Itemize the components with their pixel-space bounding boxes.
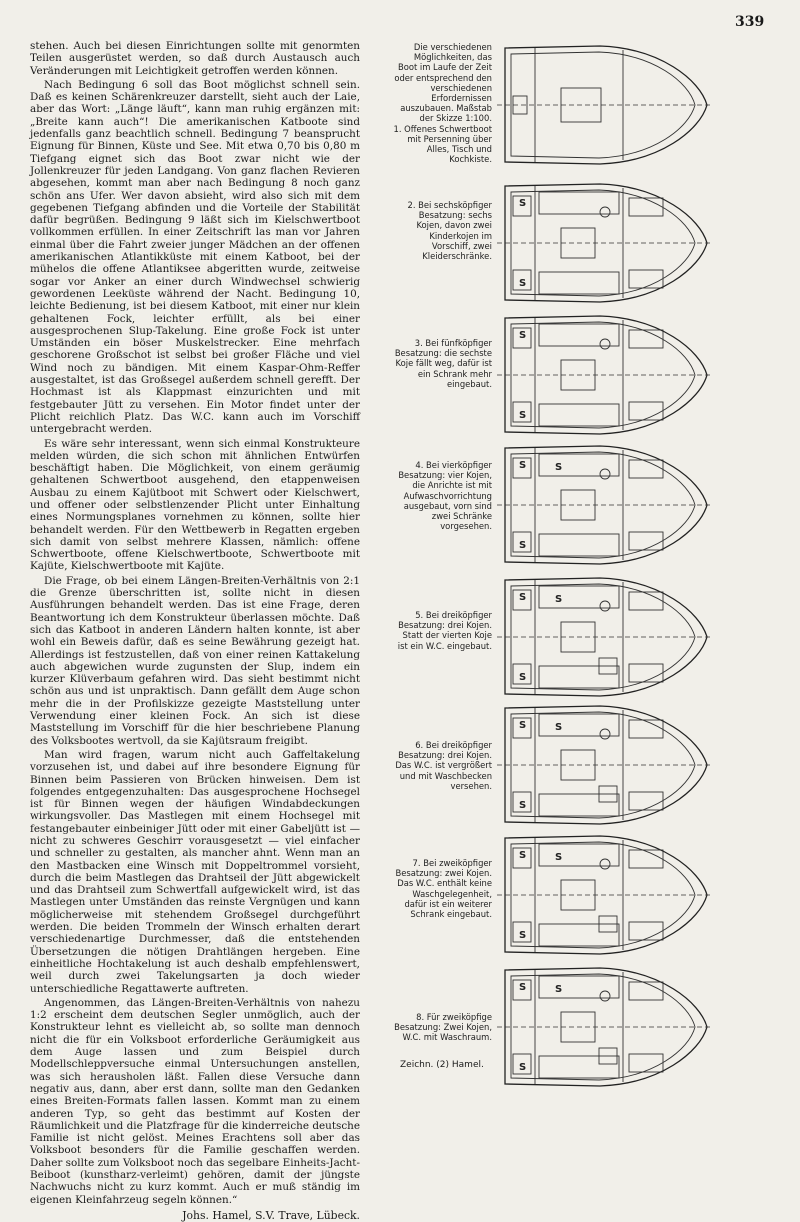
berth bbox=[539, 714, 619, 736]
berth bbox=[539, 454, 619, 476]
forward-berth bbox=[629, 460, 663, 478]
berth bbox=[539, 976, 619, 998]
forward-berth bbox=[629, 850, 663, 868]
storage-label: S bbox=[519, 850, 527, 861]
sink bbox=[600, 729, 610, 739]
boat-plan-sketch bbox=[495, 40, 715, 170]
berth bbox=[539, 586, 619, 608]
storage-label: S bbox=[519, 410, 527, 421]
sink bbox=[600, 859, 610, 869]
figure-caption: 7. Bei zweiköpfiger Besatzung: zwei Kojen. Das W.C. enthält keine Waschgelegenheit, dafür ist ein weiterer Schrank eingebaut. bbox=[395, 858, 492, 920]
boat-plan-sketch bbox=[495, 440, 715, 570]
forward-berth bbox=[629, 1054, 663, 1072]
storage-label: S bbox=[519, 800, 527, 811]
boat-plan-sketch bbox=[495, 178, 715, 308]
forward-berth bbox=[629, 532, 663, 550]
figure-caption: 6. Bei dreiköpfiger Besatzung: drei Kojen. Das W.C. ist vergrößert und mit Waschbecken versehen. bbox=[395, 740, 492, 791]
figure-caption: Die verschiedenen Möglichkeiten, das Boot im Laufe der Zeit oder entsprechend den verschiedenen Erfordernissen auszubauen. Maßstab der Skizze 1:100. 1. Offenes Schwertboot mit Persenning über Alles, Tisch und Kochkiste. bbox=[393, 42, 492, 165]
berth bbox=[539, 794, 619, 816]
figure-caption: 4. Bei vierköpfiger Besatzung: vier Kojen, die Anrichte ist mit Aufwaschvorrichtung ausgebaut, vorn sind zwei Schränke vorgesehen. bbox=[398, 460, 492, 532]
berth bbox=[539, 324, 619, 346]
boat-plan-sketch bbox=[495, 310, 715, 440]
figure-credit: Zeichn. (2) Hamel. bbox=[400, 1060, 484, 1070]
sink bbox=[600, 469, 610, 479]
storage-label: S bbox=[555, 462, 563, 473]
forward-berth bbox=[629, 922, 663, 940]
paragraph: Man wird fragen, warum nicht auch Gaffeltakelung vorzusehen ist, und dabei auf ihre besondere Eignung für Binnen beim Passieren von Brücken hinweisen. Dem ist folgendes entgegenzuhalten: Das ausgesprochene Hochsegel ist für Binnen wegen der häufigen Windabdeckungen wirkungsvoller. Das Mastlegen mit einem Hochsegel mit festangebauter einbeiniger Jütt oder mit einer Gabeljütt ist — nicht zu schweres Geschirr vorausgesetzt — viel einfacher und schneller zu gestalten, als mancher ahnt. Wenn man an den Mastbacken eine Winsch mit Doppeltrommel vorsieht, durch die beim Mastlegen das Drahtseil der Jütt abgewickelt und das Drahtseil zum Schwertfall aufgewickelt wird, ist das Mastlegen unter Umständen das reinste Vergnügen und kann möglicherweise mit stehendem Großsegel durchgeführt werden. Die beiden Trommeln der Winsch erhalten derart verschiedenartige Durchmesser, daß die entstehenden Übersetzungen die nötigen Drahtlängen hergeben. Eine einheitliche Hochtakelung ist auch deshalb empfehlenswert, weil durch zwei Takelungsarten ja doch wieder unterschiedliche Regattawerte auftreten. bbox=[30, 748, 360, 995]
forward-berth bbox=[629, 720, 663, 738]
paragraph: Nach Bedingung 6 soll das Boot möglichst schnell sein. Daß es keinen Schärenkreuzer darstellt, sieht auch der Laie, aber das Wort: „Länge läuft“, kann man ruhig ergänzen mit: „Breite kann auch“! Die amerikanischen Katboote sind jedenfalls ganz beachtlich schnell. Bedingung 7 beansprucht Eignung für Binnen, Küste und See. Mit etwa 0,70 bis 0,80 m Tiefgang eignet sich das Boot zwar nicht wie der Jollenkreuzer für jeden Landgang. Von ganz flachen Revieren abgesehen, kommt man aber nach Bedingung 8 noch ganz schön ans Ufer. Wer davon absieht, wird also sich mit dem gegebenen Tiefgang abfinden und die Vorteile der Stabilität dafür begrüßen. Bedingung 9 läßt sich im Kielschwertboot vollkommen erfüllen. In einer Zeitschrift las man vor Jahren einmal über die Fahrt zweier junger Mädchen an der offenen amerikanischen Atlantikküste mit einem Katboot, bei der mühelos die offene Atlantiksee abgeritten wurde, zeitweise sogar vor Anker an einer durch Windwechsel schwierig gewordenen Leeküste während der Nacht. Bedingung 10, leichte Bedienung, ist bei diesem Katboot, mit einer nur klein gehaltenen Fock, leichter erfüllt, als bei einer ausgesprochenen Slup-Takelung. Eine große Fock ist unter Umständen ein böser Muskelstrecker. Eine mehrfach geschorene Großschot ist selbst bei großer Fläche und viel Wind noch zu bändigen. Mit einem Kaspar-Ohm-Reffer ausgestaltet, ist das Großsegel außerdem schnell gerefft. Der Hochmast ist als Klappmast einzurichten und mit festgebauter Jütt zu versehen. Ein Motor findet unter der Plicht reichlich Platz. Das W.C. kann auch im Vorschiff untergebracht werden. bbox=[30, 78, 360, 436]
storage-label: S bbox=[555, 594, 563, 605]
storage-label: S bbox=[519, 198, 527, 209]
berth bbox=[539, 534, 619, 556]
forward-berth bbox=[629, 402, 663, 420]
boat-plan-sketch bbox=[495, 830, 715, 960]
paragraph: Es wäre sehr interessant, wenn sich einmal Konstrukteure melden würden, die sich schon mit ähnlichen Entwürfen beschäftigt haben. Die Möglichkeit, von einem geräumig gehaltenen Schwertboot ausgehend, den etappenweisen Ausbau zu einem Kajütboot mit Schwert oder Kielschwert, und offener oder selbstlenzender Plicht unter Einhaltung eines Normungsplanes vornehmen zu können, sollte hier behandelt werden. Für den Wettbewerb in Regatten ergeben sich damit von selbst mehrere Klassen, nämlich: offene Schwertboote, offene Kielschwertboote, Schwertboote mit Kajüte, Kielschwertboote mit Kajüte. bbox=[30, 437, 360, 573]
storage-label: S bbox=[519, 1062, 527, 1073]
boat-plan-sketch bbox=[495, 572, 715, 702]
forward-berth bbox=[629, 982, 663, 1000]
storage-label: S bbox=[519, 460, 527, 471]
sink bbox=[600, 991, 610, 1001]
storage-label: S bbox=[519, 720, 527, 731]
storage-label: S bbox=[519, 592, 527, 603]
berth bbox=[539, 924, 619, 946]
forward-berth bbox=[629, 592, 663, 610]
berth bbox=[539, 844, 619, 866]
article-text-column bbox=[30, 40, 360, 1222]
forward-berth bbox=[629, 330, 663, 348]
berth bbox=[539, 666, 619, 688]
storage-label: S bbox=[519, 930, 527, 941]
berth bbox=[539, 272, 619, 294]
storage-label: S bbox=[519, 278, 527, 289]
sink bbox=[600, 601, 610, 611]
storage-label: S bbox=[519, 540, 527, 551]
storage-label: S bbox=[555, 722, 563, 733]
figure-caption: 5. Bei dreiköpfiger Besatzung: drei Kojen. Statt der vierten Koje ist ein W.C. eingebaut. bbox=[397, 610, 492, 651]
forward-berth bbox=[629, 270, 663, 288]
storage-label: S bbox=[519, 982, 527, 993]
berth bbox=[539, 1056, 619, 1078]
storage-label: S bbox=[519, 330, 527, 341]
sink bbox=[600, 207, 610, 217]
paragraph: stehen. Auch bei diesen Einrichtungen sollte mit genormten Teilen ausgerüstet werden, so daß durch Austausch auch Veränderungen mit Leichtigkeit getroffen werden können. bbox=[30, 40, 360, 77]
figure-caption: 8. Für zweiköpfige Besatzung: Zwei Kojen, W.C. mit Waschraum. bbox=[394, 1012, 492, 1043]
storage-label: S bbox=[519, 672, 527, 683]
berth bbox=[539, 404, 619, 426]
boat-plan-sketch bbox=[495, 962, 715, 1092]
sink bbox=[600, 339, 610, 349]
figure-caption: 3. Bei fünfköpfiger Besatzung: die sechste Koje fällt weg, dafür ist ein Schrank mehr eingebaut. bbox=[394, 338, 492, 389]
berth bbox=[539, 192, 619, 214]
paragraph: Angenommen, das Längen-Breiten-Verhältnis von nahezu 1:2 erscheint dem deutschen Segler unmöglich, auch der Konstrukteur lehnt es vielleicht ab, so sollte man dennoch nicht die für ein Volksboot erforderliche Geräumigkeit aus dem Auge lassen und zum Beispiel durch Modellschleppversuche einmal Untersuchungen anstellen, was sich herausholen läßt. Fallen diese Versuche dann negativ aus, dann, aber erst dann, sollte man den Gedanken eines Breiten-Formats fallen lassen. Kommt man zu einem anderen Typ, so geht das bestimmt auf Kosten der Räumlichkeit und die Platzfrage für die kinderreiche deutsche Familie ist nicht gelöst. Meines Erachtens soll aber das Volksboot besonders für die Familie geschaffen werden. Daher sollte zum Volksboot noch das segelbare Einheits-Jacht-Beiboot (kunstharz-verleimt) gehören, damit der jüngste Nachwuchs nicht zu kurz kommt. Auch er muß ständig im eigenen Kleinfahrzeug segeln können.“ bbox=[30, 996, 360, 1206]
paragraph: Die Frage, ob bei einem Längen-Breiten-Verhältnis von 2:1 die Grenze überschritten ist, sollte nicht in diesen Ausführungen behandelt werden. Das ist eine Frage, deren Beantwortung ich dem Konstrukteur überlassen möchte. Daß sich das Katboot in anderen Ländern halten konnte, ist aber wohl ein Beweis dafür, daß es seine Bewährung gezeigt hat. Allerdings ist festzustellen, daß von einer reinen Kattakelung auch abgewichen wurde zugunsten der Slup, indem ein kurzer Klüverbaum gefahren wird. Das sieht bestimmt nicht schön aus und ist unpraktisch. Dann gefällt dem Auge schon mehr die in der Profilskizze gezeigte Maststellung unter Verwendung einer kleinen Fock. An sich ist diese Maststellung im Vorschiff für die hier beschriebene Planung des Volksbootes wertvoll, da sie Kajütsraum freigibt. bbox=[30, 574, 360, 747]
forward-berth bbox=[629, 792, 663, 810]
figure-caption: 2. Bei sechsköpfiger Besatzung: sechs Kojen, davon zwei Kinderkojen im Vorschiff, zwei Kleiderschränke. bbox=[407, 200, 492, 262]
forward-berth bbox=[629, 664, 663, 682]
storage-label: S bbox=[555, 852, 563, 863]
page-number: 339 bbox=[735, 14, 765, 30]
boat-plan-sketch bbox=[495, 700, 715, 830]
author-signature: Johs. Hamel, S.V. Trave, Lübeck. bbox=[182, 1208, 360, 1222]
forward-berth bbox=[629, 198, 663, 216]
storage-label: S bbox=[555, 984, 563, 995]
